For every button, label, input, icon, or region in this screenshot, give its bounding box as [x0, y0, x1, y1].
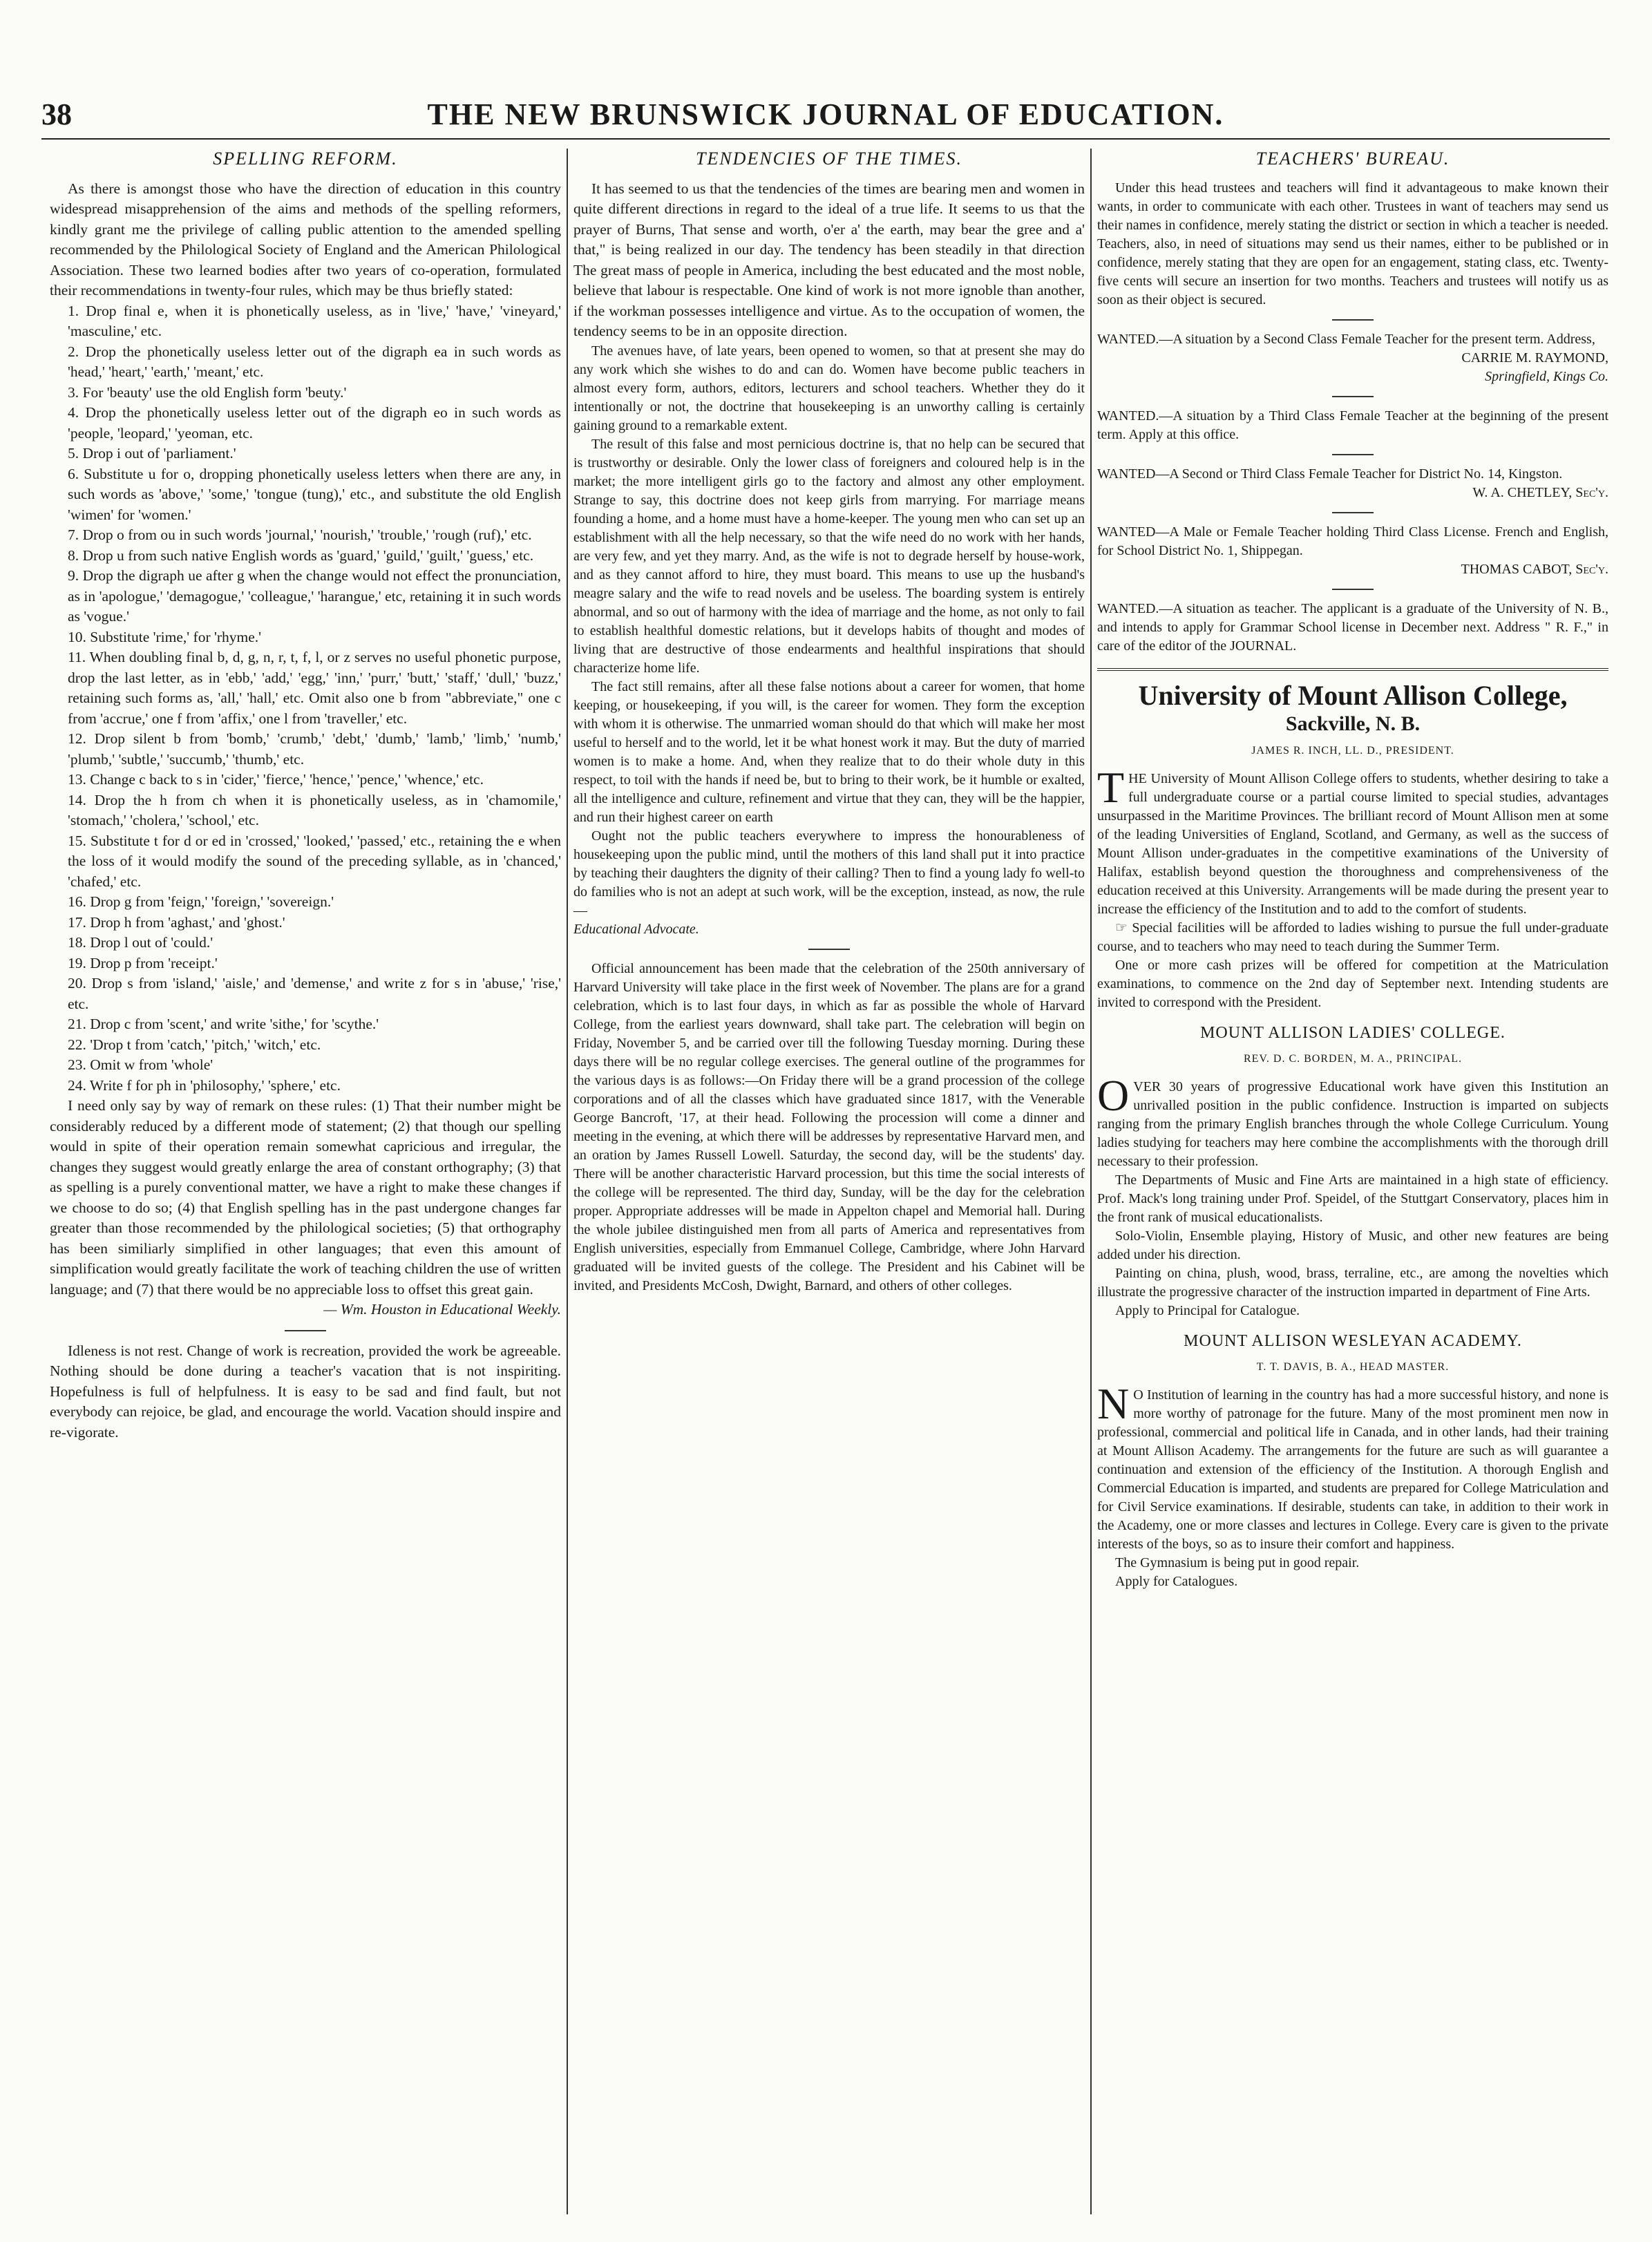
divider: [1332, 396, 1374, 397]
university-notice: [1097, 762, 1608, 1012]
list-item: 20. Drop s from 'island,' 'aisle,' and 'demense,' and write z for s in 'abuse,' 'rise,' etc.: [68, 975, 561, 1012]
notice-paragraph: OVER 30 years of progressive Educational work have given this Institution an unrivalled position in the public confidence. Instruction is imparted on subjects ranging from the primary English branches through the whole College Curriculum. Young ladies studying for teachers may here combine the accomplishments with the thorough drill necessary to their profession.: [1097, 1070, 1608, 1169]
list-item: 1. Drop final e, when it is phonetically useless, as in 'live,' 'have,' 'vineyard,' 'masculine,' etc.: [68, 302, 561, 339]
list-item: 23. Omit w from 'whole': [68, 1056, 213, 1073]
column-teachers-bureau: [1097, 149, 1608, 2214]
notice-paragraph: Apply to Principal for Catalogue.: [1115, 1302, 1300, 1318]
classified-ad: [1097, 600, 1608, 656]
list-item: 9. Drop the digraph ue after g when the change would not effect the pronunciation, as in 'apologue,' 'demagogue,' 'colleague,' 'harangue,' etc, retaining it in such words as 'vogue.': [68, 567, 561, 625]
notice-paragraph: The Gymnasium is being put in good repair.: [1115, 1555, 1360, 1570]
list-item: 3. For 'beauty' use the old English form 'beuty.': [68, 383, 347, 401]
list-item: 18. Drop l out of 'could.': [68, 934, 213, 951]
notice-paragraph: The Departments of Music and Fine Arts are maintained in a high state of efficiency. Prof. Mack's long training under Prof. Speidel, of the Stuttgart Conservatory, places him in the front rank of musical educationalists.: [1097, 1172, 1608, 1225]
divider: [1332, 454, 1374, 455]
rules-list: [50, 301, 561, 1096]
university-place: Sackville, N. B.: [1285, 712, 1421, 735]
list-item: 7. Drop o from ou in such words 'journal,' 'nourish,' 'trouble,' 'rough (ruf),' etc.: [68, 526, 532, 543]
ladies-college-notice: [1097, 1070, 1608, 1320]
notice-paragraph: Apply for Catalogues.: [1115, 1573, 1238, 1589]
ad-text: WANTED.—A situation by a Second Class Female Teacher for the present term. Address,: [1097, 331, 1595, 347]
classified-ad: [1097, 465, 1608, 502]
list-item: 10. Substitute 'rime,' for 'rhyme.': [68, 628, 262, 645]
notice-paragraph: ☞ Special facilities will be afforded to ladies wishing to pursue the full under-graduate course, and to teachers who may need to teach during the Summer Term.: [1097, 920, 1608, 954]
ad-signature: CARRIE M. RAYMOND,: [1461, 350, 1608, 365]
article-heading: SPELLING REFORM.: [213, 149, 398, 169]
list-item: 5. Drop i out of 'parliament.': [68, 445, 236, 462]
ad-text: WANTED.—A situation by a Third Class Female Teacher at the beginning of the present term. Apply at this office.: [1097, 408, 1608, 442]
ad-signature: W. A. CHETLEY, Sec'y.: [1472, 484, 1608, 500]
list-item: 2. Drop the phonetically useless letter out of the digraph ea in such words as 'head,' 'heart,' 'earth,' 'meant,' etc.: [68, 343, 561, 380]
list-item: 6. Substitute u for o, dropping phonetically useless letters when there are any, in such words as 'above,' 'some,' 'tongue (tung),' etc., and substitute the old English 'wimen' for 'women.': [68, 465, 561, 523]
column-tendencies: [573, 149, 1085, 2214]
masthead: [41, 97, 1610, 140]
journal-title: THE NEW BRUNSWICK JOURNAL OF EDUCATION.: [427, 97, 1224, 131]
ad-text: WANTED—A Male or Female Teacher holding Third Class License. French and English, for School District No. 1, Shippegan.: [1097, 524, 1608, 558]
ad-text: WANTED.—A situation as teacher. The applicant is a graduate of the University of N. B., and intends to apply for Grammar School license in December next. Address " R. F.," in care of the editor of the JOURNAL.: [1097, 600, 1608, 654]
divider: [1332, 512, 1374, 513]
classified-ad: [1097, 523, 1608, 579]
article-paragraph: The avenues have, of late years, been opened to women, so that at present she may do any work which she wishes to do and can do. Women have become public teachers in almost every form, authors, editors, lecturers and school teachers. Whether they do it intentionally or not, the doctrine that housekeeping is an unworthy calling is certainly gaining ground to a remarkable extent.: [573, 343, 1085, 433]
list-item: 17. Drop h from 'aghast,' and 'ghost.': [68, 913, 285, 931]
column-rule: [567, 149, 568, 2214]
ladies-college-principal: REV. D. C. BORDEN, M. A., PRINCIPAL.: [1243, 1053, 1463, 1065]
notice-paragraph: One or more cash prizes will be offered for competition at the Matriculation examinations, to commence on the 2nd day of September next. Intending students are invited to correspond with the President.: [1097, 957, 1608, 1010]
article-paragraph: Ought not the public teachers everywhere to impress the honourableness of housekeeping upon the public mind, until the mothers of this land shall put it into practice by teaching their daughters the dignity of their calling? Then to find a young lady fo well-to do families who is not an adept at such work, will be the exception, instead, as now, the rule—: [573, 828, 1085, 918]
list-item: 19. Drop p from 'receipt.': [68, 954, 218, 971]
list-item: 14. Drop the h from ch when it is phonetically useless, as in 'chamomile,' 'stomach,' 'cholera,' 'school,' etc.: [68, 791, 561, 828]
list-item: 21. Drop c from 'scent,' and write 'sithe,' for 'scythe.': [68, 1016, 379, 1032]
academy-master: T. T. DAVIS, B. A., HEAD MASTER.: [1256, 1361, 1450, 1373]
article-paragraph: Official announcement has been made that the celebration of the 250th anniversary of Harvard University will take place in the first week of November. The plans are for a grand celebration, which is to last four days, in which as far as possible the whole of Harvard College, from the earliest years downward, shall take part. The celebration will begin on Friday, November 5, and be carried over till the following Tuesday morning. During these days there will be no regular college exercises. The general outline of the programmes for the various days is as follows:—On Friday there will be a grand procession of the college corporations and of all the classes which have graduated since 1817, with the Venerable George Bancroft, '17, at their head. Following the procession will come a dinner and meeting in the evening, at which there will be addresses by representative Harvard men, and an oration by James Russell Lowell. Saturday, the second day, will be the students' day. There will be another characteristic Harvard procession, but this time the social interests of the college will be represented. The third day, Sunday, will be the day for the celebration proper. Appropriate addresses will be made in Appelton chapel and Memorial hall. During the whole jubilee distinguished men from all parts of America and representatives from English universities, especially from Emmanuel College, Cambridge, where John Harvard graduated will be invited guests of the college. The President and his Cabinet will be invited, and Presidents McCosh, Dwight, Barnard, and others of other colleges.: [573, 960, 1085, 1293]
article-paragraph: The fact still remains, after all these false notions about a career for women, that home keeping, or housekeeping, if you will, is the career for women. They form the exception with whom it is otherwise. The unmarried woman should do that which will make her most useful to herself and to the world, let it be what honest work it may. But the duty of married women is to make a home. And, when they realize that to do their whole duty in this respect, to toil with the hands if need be, but to bring to their work, be it humble or exalted, all the intelligence and culture, refinement and virtue that they can, they will be the happier, and run their highest career on earth: [573, 678, 1085, 825]
university-president: JAMES R. INCH, LL. D., PRESIDENT.: [1251, 745, 1454, 757]
notice-paragraph: THE University of Mount Allison College offers to students, whether desiring to take a full undergraduate course or a partial course limited to special studies, advantages unsurpassed in the Maritime Provinces. The brilliant record of Mount Allison men at some of the leading Universities of England, Scotland, and Germany, as well as the success of Mount Allison under-graduates in the competitive examinations of the University of Halifax, establish beyond question the thoroughness and comprehensiveness of the education received at this University. Arrangements will be made during the present year to increase the efficiency of the Institution and to add to the comfort of students.: [1097, 762, 1608, 917]
list-item: 11. When doubling final b, d, g, n, r, t, f, l, or z serves no useful phonetic purpose, drop the last letter, as in 'ebb,' 'add,' 'egg,' 'inn,' 'purr,' 'butt,' 'staff,' 'dull,' 'buzz,' retaining such forms as, 'all,' 'hall,' etc. Omit also one b from "abbreviate," one c from 'accrue,' one f from 'affix,' one l from 'traveller,' etc.: [68, 649, 561, 727]
article-source: Educational Advocate.: [573, 921, 699, 937]
article-paragraph: I need only say by way of remark on these rules: (1) That their number might be considerably reduced by a different mode of statement; (2) that though our spelling would in spite of their operation remain somewhat capricious and irregular, the changes they suggest would greatly enlarge the area of constant orthography; (3) that as spelling is a purely conventional matter, we have a right to make these changes if we choose to do so; (4) that English spelling has in the past undergone changes far greater than those recommended by the philological societies; (5) that orthography has been similiarly simplified in other languages; that even this amount of simplification would greatly facilitate the work of teaching children the use of written language; and (7) that there would be no appreciable loss to offset this great gain.: [50, 1097, 561, 1298]
notice-paragraph: Solo-Violin, Ensemble playing, History of Music, and other new features are being added under his direction.: [1097, 1228, 1608, 1262]
divider: [285, 1330, 326, 1331]
academy-notice: [1097, 1378, 1608, 1591]
university-title: University of Mount Allison College,: [1138, 679, 1568, 711]
divider: [808, 949, 850, 950]
article-heading: TENDENCIES OF THE TIMES.: [696, 149, 962, 169]
article-paragraph: As there is amongst those who have the direction of education in this country widespread misapprehension of the aims and methods of the spelling reformers, kindly grant me the privilege of calling public attention to the amended spelling recommended by the Philological Society of England and the American Philological Association. These two learned bodies after two years of co-operation, formulated their recommendations in twenty-four rules, which may be thus briefly stated:: [50, 180, 561, 298]
list-item: 24. Write f for ph in 'philosophy,' 'sphere,' etc.: [68, 1076, 341, 1094]
article-paragraph: Idleness is not rest. Change of work is recreation, provided the work be agreeable. Nothing should be done during a teacher's vacation that is not inspiriting. Hopefulness is full of helpfulness. It is easy to be sad and find fault, but not everybody can rejoice, be glad, and encourage the world. Vacation should inspire and re-vigorate.: [50, 1342, 561, 1441]
article-paragraph: Under this head trustees and teachers will find it advantageous to make known their wants, in order to communicate with each other. Trustees in want of teachers may send us their names in confidence, merely stating the district or section in which a teacher is needed. Teachers, also, in need of situations may send us their names, either to be published or in confidence, merely stating that they are open for an engagement, stating class, etc. Twenty-five cents will secure an insertion for two months. Teachers and trustees will notify us as soon as their object is secured.: [1097, 180, 1608, 307]
column-rule: [1090, 149, 1092, 2214]
classified-ad: [1097, 407, 1608, 444]
notice-paragraph: Painting on china, plush, wood, brass, terraline, etc., are among the novelties which illustrate the progressive character of the instruction imparted in department of Fine Arts.: [1097, 1265, 1608, 1300]
article-paragraph: The result of this false and most pernicious doctrine is, that no help can be secured that is trustworthy or desirable. Only the lower class of foreigners and coloured help is in the market; the more intelligent girls go to the factory and almost any other employment. Strange to say, this doctrine does not keep girls from marrying. For marriage means founding a home, and a home must have a home-keeper. The young men who can set up an establishment with all the help necessary, so that the wife need do no work with her hands, are very few, and yet they marry. And, as the wife is not to degrade herself by house-work, and as they cannot afford to hire, they must board. This means to use up the husband's meagre salary and the wife to read novels and be useless. The boarding system is entirely abnormal, and so out of harmony with the idea of marriage and the home, as not only to fail to establish healthful domestic relations, but it develops habits of thought and modes of living that are destructive of those endearments and healthful inspirations that should characterize home life.: [573, 436, 1085, 676]
list-item: 13. Change c back to s in 'cider,' 'fierce,' 'hence,' 'pence,' 'whence,' etc.: [68, 771, 484, 788]
academy-title: MOUNT ALLISON WESLEYAN ACADEMY.: [1184, 1331, 1522, 1350]
classified-ad: [1097, 330, 1608, 386]
ad-text: WANTED—A Second or Third Class Female Teacher for District No. 14, Kingston.: [1097, 466, 1563, 482]
article-signature: — Wm. Houston in Educational Weekly.: [323, 1301, 561, 1318]
column-spelling-reform: [50, 149, 561, 2214]
article-heading: TEACHERS' BUREAU.: [1255, 149, 1450, 169]
divider: [1332, 589, 1374, 590]
ad-signature: THOMAS CABOT, Sec'y.: [1461, 561, 1608, 577]
list-item: 16. Drop g from 'feign,' 'foreign,' 'sovereign.': [68, 893, 334, 910]
list-item: 12. Drop silent b from 'bomb,' 'crumb,' 'debt,' 'dumb,' 'lamb,' 'limb,' 'numb,' 'plumb,' 'subtle,' 'succumb,' 'thumb,' etc.: [68, 730, 561, 768]
ladies-college-title: MOUNT ALLISON LADIES' COLLEGE.: [1200, 1023, 1506, 1042]
list-item: 8. Drop u from such native English words as 'guard,' 'guild,' 'guilt,' 'guess,' etc.: [68, 547, 534, 564]
notice-paragraph: NO Institution of learning in the country has had a more successful history, and none is more worthy of patronage for the future. Many of the most prominent men now in professional, commercial and political life in Canada, and in other lands, had their training at Mount Allison Academy. The arrangements for the future are such as will guarantee a continuation and extension of the efficiency of the Institution. A thorough English and Commercial Education is imparted, and students are prepared for College Matriculation and for Civil Service examinations. If desirable, students can take, in addition to their work in the Academy, one or more classes and lectures in College. Every care is given to the private interests of the boys, so as to insure their comfort and happiness.: [1097, 1378, 1608, 1552]
divider: [1332, 319, 1374, 321]
list-item: 22. 'Drop t from 'catch,' 'pitch,' 'witch,' etc.: [68, 1036, 321, 1053]
list-item: 15. Substitute t for d or ed in 'crossed,' 'looked,' 'passed,' etc., retaining the e when the loss of it would modify the sound of the preceding syllable, as in 'chanced,' 'chafed,' etc.: [68, 832, 561, 890]
ad-location: Springfield, Kings Co.: [1485, 368, 1608, 384]
section-rule: [1097, 668, 1608, 671]
page-number: 38: [41, 97, 72, 131]
list-item: 4. Drop the phonetically useless letter out of the digraph eo in such words as 'people, 'leopard,' 'yeoman, etc.: [68, 404, 561, 441]
article-paragraph: It has seemed to us that the tendencies of the times are bearing men and women in quite different directions in regard to the ideal of a true life. It seems to us that the prayer of Burns, That sense and worth, o'er a' the earth, may bear the gree and a' that," is being realized in our day. The tendency has been steadily in that direction The great mass of people in America, including the best educated and the most noble, believe that labour is respectable. One kind of work is not more ignoble than another, if the workman possesses intelligence and virtue. As to the occupation of women, the tendency seems to be in an opposite direction.: [573, 180, 1085, 339]
